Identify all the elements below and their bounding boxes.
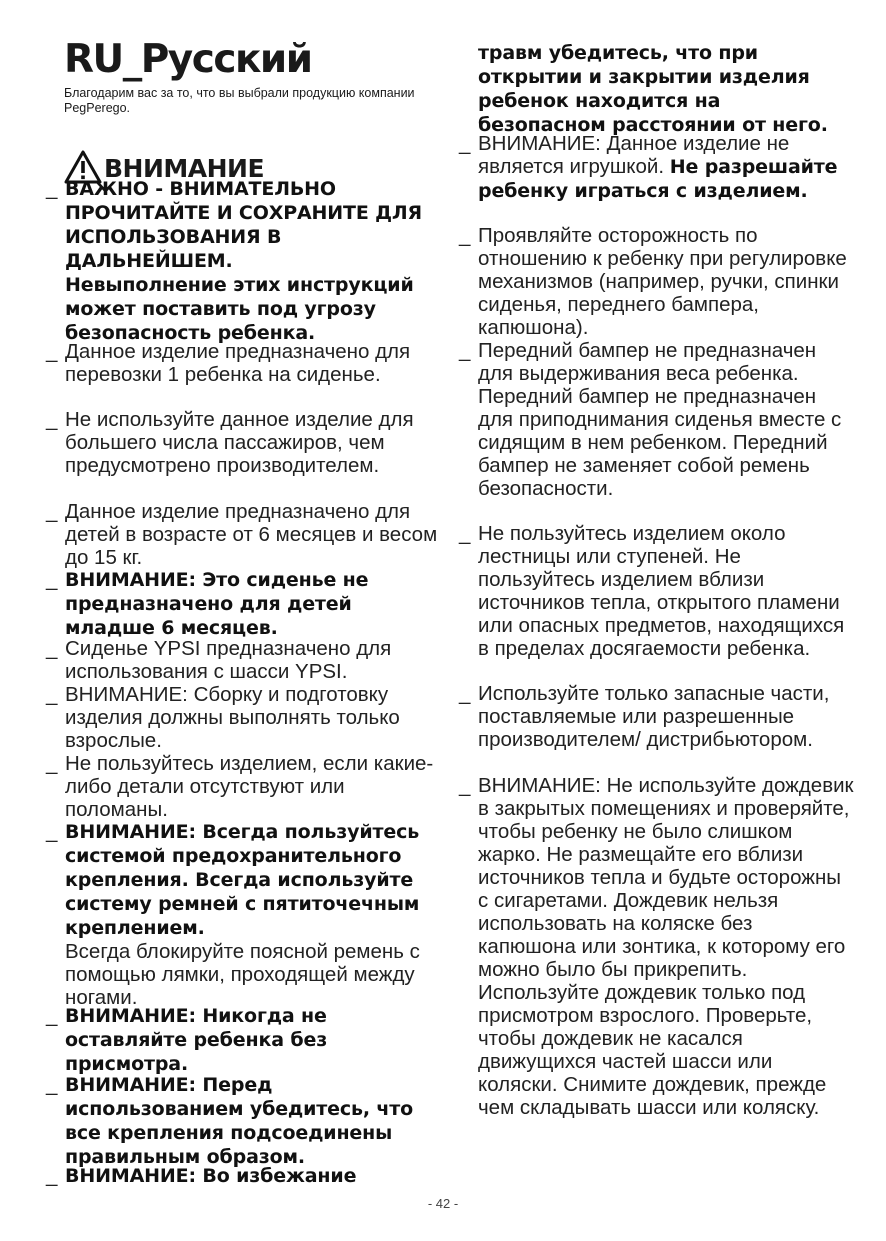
item-bold-text: ВНИМАНИЕ: Это сиденье не предназначено для детей младше 6 месяцев. <box>65 569 369 639</box>
list-item <box>46 500 446 569</box>
list-item <box>46 820 446 1009</box>
bullet-dash: _ <box>46 500 58 523</box>
bullet-dash: _ <box>46 1004 58 1027</box>
list-item <box>459 339 854 500</box>
item-bold-text: Невыполнение этих инструкций может поставить под угрозу безопасность ребенка. <box>65 274 414 344</box>
item-text: ВНИМАНИЕ: Не используйте дождевик в закрытых помещениях и проверяйте, чтобы ребенку не было слишком жарко. Не размещайте его вблизи источников тепла и будьте осторожны с сигаретами. Дождевик нельзя использовать на коляске без капюшона или зонтика, к которому его можно было бы прикрепить. Используйте дождевик только под присмотром взрослого. Проверьте, чтобы дождевик не касался движущихся частей шасси или коляски. Снимите дождевик, прежде чем складывать шасси или коляску. <box>478 774 854 1119</box>
bullet-dash: _ <box>459 682 471 705</box>
item-bold-text: ВАЖНО - ВНИМАТЕЛЬНО ПРОЧИТАЙТЕ И СОХРАНИТЕ ДЛЯ ИСПОЛЬЗОВАНИЯ В ДАЛЬНЕЙШЕМ. <box>65 178 423 272</box>
list-item <box>459 522 854 660</box>
item-text: Данное изделие предназначено для перевозки 1 ребенка на сиденье. <box>65 340 411 386</box>
item-bold-text: ВНИМАНИЕ: Всегда пользуйтесь системой предохранительного крепления. Всегда используйте систему ремней с пятиточечным креплением. <box>65 821 420 939</box>
list-item <box>46 1004 446 1076</box>
list-item <box>46 1073 446 1169</box>
bullet-dash: _ <box>46 177 58 200</box>
item-text: Проявляйте осторожность по отношению к ребенку при регулировке механизмов (например, ручки, спинки сиденья, переднего бампера, капюшона). <box>478 224 847 339</box>
item-text: Не пользуйтесь изделием, если какие-либо детали отсутствуют или поломаны. <box>65 752 434 821</box>
bullet-dash: _ <box>459 774 471 797</box>
bullet-dash: _ <box>46 408 58 431</box>
item-bold-text: Не разрешайте ребенку играться с изделием. <box>478 156 838 202</box>
bullet-dash: _ <box>46 752 58 775</box>
item-text: Данное изделие предназначено для детей в возрасте от 6 месяцев и весом до 15 кг. <box>65 500 438 569</box>
list-item <box>46 683 446 752</box>
item-text: Не используйте данное изделие для большего числа пассажиров, чем предусмотрено производителем. <box>65 408 414 477</box>
list-item <box>46 1164 446 1188</box>
item-bold-text: ВНИМАНИЕ: Перед использованием убедитесь, что все крепления подсоединены правильным образом. <box>65 1074 414 1168</box>
list-item <box>46 408 446 477</box>
item-text: Сиденье YPSI предназначено для использования с шасси YPSI. <box>65 637 392 683</box>
item-text: Используйте только запасные части, поставляемые или разрешенные производителем/ дистрибьютором. <box>478 682 830 751</box>
bullet-dash: _ <box>46 820 58 843</box>
bullet-dash: _ <box>46 340 58 363</box>
item-text: Всегда блокируйте поясной ремень с помощью лямки, проходящей между ногами. <box>65 940 420 1009</box>
page-title: RU_Русский <box>64 37 312 82</box>
page-number: - 42 - <box>427 1196 459 1211</box>
list-item <box>459 774 854 1119</box>
bullet-dash: _ <box>46 1164 58 1187</box>
intro-text: Благодарим вас за то, что вы выбрали продукцию компании PegPerego. <box>64 86 415 115</box>
bullet-dash: _ <box>46 1073 58 1096</box>
bullet-dash: _ <box>459 224 471 247</box>
bullet-dash: _ <box>459 132 471 155</box>
bullet-dash: _ <box>46 683 58 706</box>
bullet-dash: _ <box>459 522 471 545</box>
bullet-dash: _ <box>46 568 58 591</box>
item-bold-text: ВНИМАНИЕ: Во избежание <box>65 1165 357 1187</box>
item-bold-text: ВНИМАНИЕ: Никогда не оставляйте ребенка без присмотра. <box>65 1005 328 1075</box>
item-text: ВНИМАНИЕ: Данное изделие не является игрушкой. <box>478 132 790 178</box>
list-item-continuation <box>459 41 854 137</box>
item-text: ВНИМАНИЕ: Сборку и подготовку изделия должны выполнять только взрослые. <box>65 683 400 752</box>
item-text: Не пользуйтесь изделием около лестницы или ступеней. Не пользуйтесь изделием вблизи источников тепла, открытого пламени или опасных предметов, находящихся в пределах досягаемости ребенка. <box>478 522 845 660</box>
bullet-dash: _ <box>459 339 471 362</box>
item-text: Передний бампер не предназначен для выдерживания веса ребенка. Передний бампер не предназначен для приподнимания сиденья вместе с сидящим в нем ребенком. Передний бампер не заменяет собой ремень безопасности. <box>478 339 842 500</box>
warning-heading-label: ВНИМАНИЕ <box>104 154 265 183</box>
item-bold-text: травм убедитесь, что при открытии и закрытии изделия ребенок находится на безопасном расстоянии от него. <box>478 42 828 136</box>
bullet-dash: _ <box>46 637 58 660</box>
list-item <box>459 682 854 751</box>
list-item <box>46 637 446 683</box>
list-item <box>46 568 446 640</box>
list-item <box>459 132 854 203</box>
list-item <box>46 752 446 821</box>
list-item <box>46 340 446 386</box>
list-item <box>46 177 446 345</box>
list-item <box>459 224 854 339</box>
